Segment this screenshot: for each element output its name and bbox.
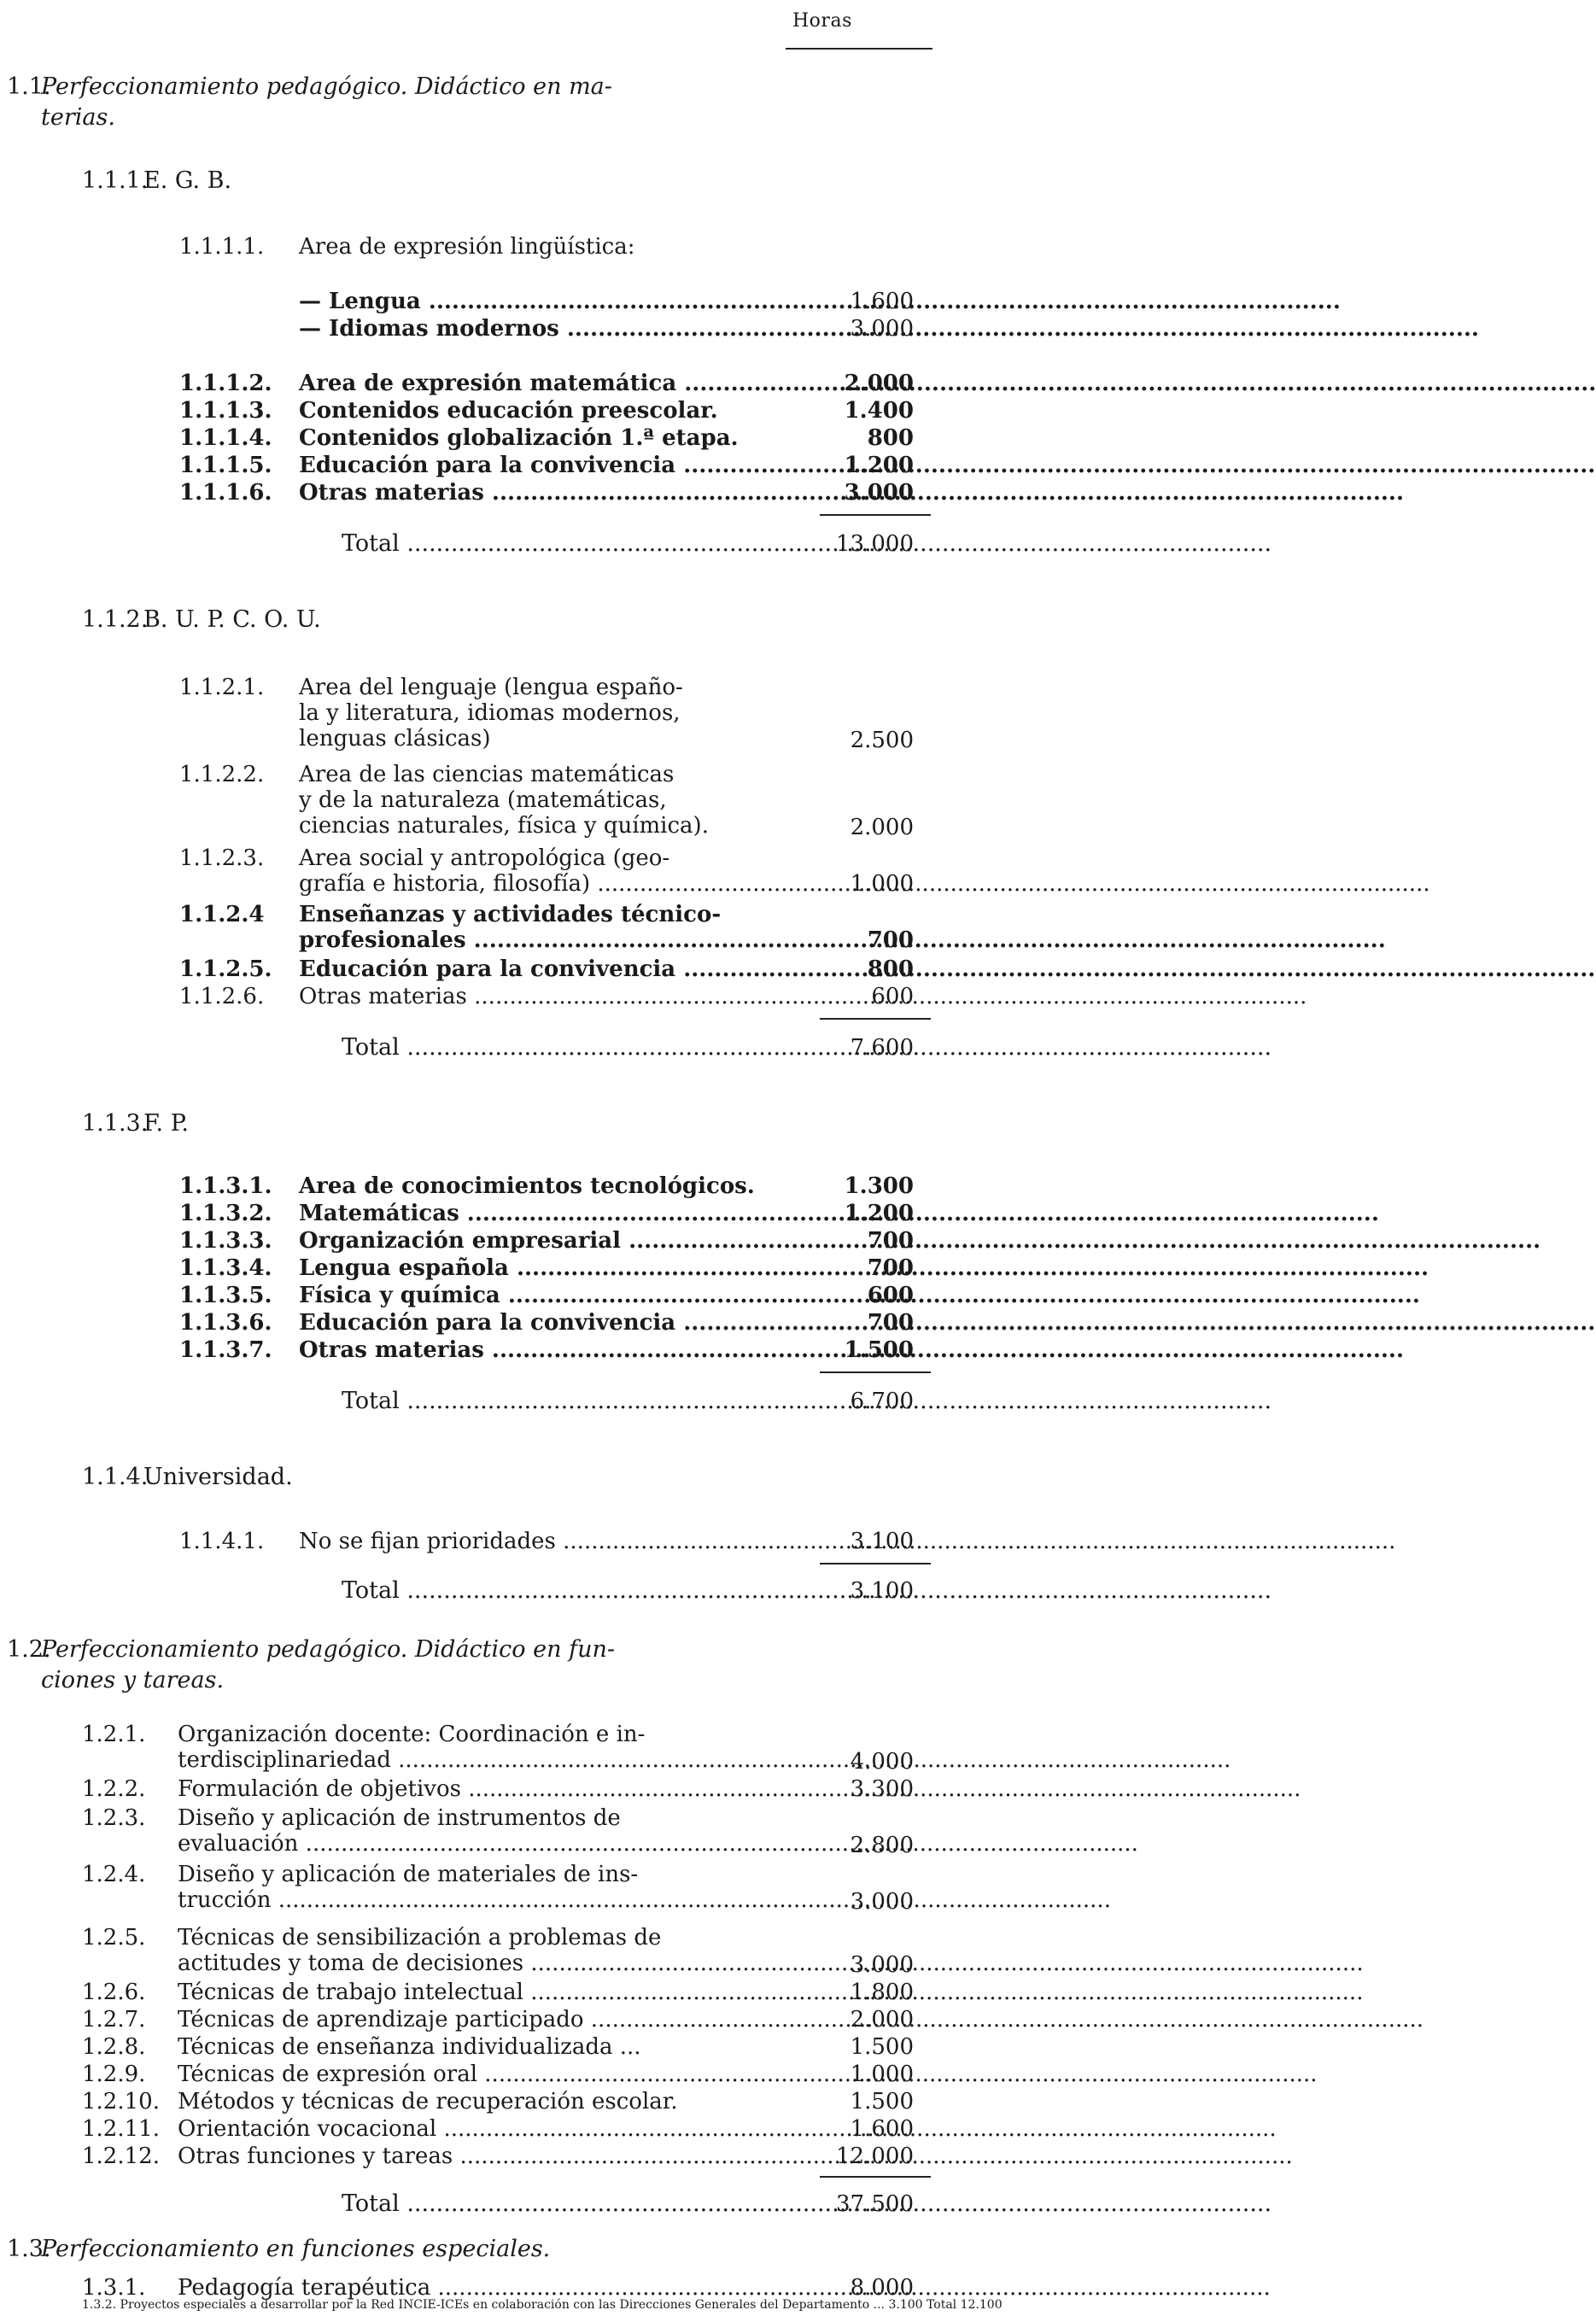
- item-number: 1.1.1.4.: [179, 425, 272, 451]
- item-number: 1.1.2.3.: [179, 845, 265, 871]
- hours-value: 2.800: [850, 1833, 914, 1858]
- hours-value: 700: [867, 1310, 914, 1336]
- item-number: 1.2.8.: [82, 2034, 146, 2060]
- total-rule: [820, 1563, 931, 1564]
- hours-value: 1.000: [850, 871, 914, 897]
- item-number: 1.1.3.7.: [179, 1337, 272, 1363]
- section-number: 1.1.: [7, 73, 51, 100]
- total-label: Total .....: [342, 2191, 803, 2217]
- item-label: Otras materias .....: [299, 1337, 803, 1363]
- hours-value: 2.000: [850, 2007, 914, 2032]
- hours-value: 600: [867, 1283, 914, 1308]
- section-title: [41, 1635, 810, 1696]
- item-label: Técnicas de expresión oral .....: [178, 2062, 792, 2087]
- item-label: Pedagogía terapéutica .....: [178, 2275, 792, 2301]
- subsection-number: 1.1.2.: [82, 606, 149, 633]
- item-number: 1.2.5.: [82, 1925, 146, 1950]
- total-value: 12.100: [960, 2298, 1003, 2312]
- total-rule: [820, 514, 931, 516]
- total-rule: [820, 2176, 931, 2178]
- item-row-compact: [82, 2297, 1003, 2313]
- hours-column-header: Horas: [792, 10, 852, 32]
- section-number: 1.2.: [7, 1636, 51, 1663]
- item-number: 1.3.2.: [82, 2298, 117, 2312]
- hours-value: 3.100: [850, 1529, 914, 1554]
- hours-value: 2.000: [844, 371, 914, 396]
- item-number: 1.2.7.: [82, 2007, 146, 2032]
- subsection-title: B. U. P. C. O. U.: [143, 606, 321, 633]
- item-number: 1.2.2.: [82, 1776, 146, 1802]
- total-value: 13.000: [836, 531, 914, 557]
- section-title-line: Perfeccionamiento pedagógico. Didáctico en ma-: [41, 73, 612, 100]
- item-label: Física y química .....: [299, 1283, 803, 1308]
- item-number: 1.1.2.1.: [179, 675, 265, 700]
- section-title-line: terias.: [41, 104, 115, 131]
- item-label: — Lengua .....: [299, 289, 803, 314]
- subsection-title: Universidad.: [143, 1464, 293, 1490]
- item-number: 1.1.1.3.: [179, 398, 272, 424]
- item-label: Area de expresión matemática .....: [299, 371, 803, 396]
- subsection-bup: [82, 605, 321, 635]
- hours-value: 3.100: [888, 2298, 923, 2312]
- item-label: Técnicas de aprendizaje participado .....: [178, 2007, 792, 2032]
- item-label: Otras funciones y tareas .....: [178, 2143, 792, 2169]
- item-number: 1.1.2.2.: [179, 762, 265, 787]
- subsection-egb: [82, 166, 231, 196]
- hours-value: 1.000: [850, 2062, 914, 2087]
- subsection-number: 1.1.3.: [82, 1110, 149, 1137]
- item-number: 1.1.1.5.: [179, 453, 272, 478]
- section-number: 1.3.: [7, 2236, 51, 2262]
- hours-value: 700: [867, 1228, 914, 1254]
- hours-value: 8.000: [850, 2275, 914, 2301]
- item-number: 1.2.3.: [82, 1805, 146, 1831]
- item-number: 1.1.3.4.: [179, 1255, 272, 1281]
- item-number: 1.2.9.: [82, 2062, 146, 2087]
- hours-value: 2.500: [850, 728, 914, 753]
- item-label: Matemáticas .....: [299, 1201, 803, 1226]
- item-label: Otras materias .....: [299, 480, 803, 506]
- subsection-title: E. G. B.: [143, 167, 232, 194]
- hours-value: 1.800: [850, 1980, 914, 2005]
- section-title: [41, 72, 810, 133]
- item-number: 1.2.11.: [82, 2116, 160, 2142]
- item-label: — Idiomas modernos .....: [299, 316, 803, 342]
- item-number: 1.1.2.4: [179, 902, 265, 927]
- section-title: Perfeccionamiento en funciones especiales.: [41, 2236, 551, 2262]
- hours-value: 1.500: [850, 2034, 914, 2060]
- total-label: Total .....: [342, 1389, 803, 1414]
- item-label: Lengua española .....: [299, 1255, 803, 1281]
- hours-value: 1.500: [850, 2089, 914, 2114]
- item-label: Formulación de objetivos .....: [178, 1776, 792, 1802]
- item-label: Area de conocimientos tecnológicos.: [299, 1173, 755, 1199]
- item-number: 1.1.3.5.: [179, 1283, 272, 1308]
- total-rule: [820, 1018, 931, 1020]
- item-label: Area social y antropológica (geo- grafía e historia, filosofía) .....: [299, 845, 803, 897]
- item-number: 1.2.10.: [82, 2089, 160, 2114]
- total-value: 6.700: [850, 1389, 914, 1414]
- item-label: Educación para la convivencia .....: [299, 956, 803, 982]
- hours-value: 3.000: [850, 1952, 914, 1978]
- item-label-line: Red INCIE-ICEs en colaboración con las: [371, 2298, 617, 2312]
- hours-value: 1.600: [850, 2116, 914, 2142]
- item-number: 1.2.12.: [82, 2143, 160, 2169]
- total-value: 3.100: [850, 1578, 914, 1604]
- section-title-line: ciones y tareas.: [41, 1667, 225, 1693]
- hours-value: 1.500: [844, 1337, 914, 1363]
- hours-value: 2.000: [850, 815, 914, 840]
- item-number: 1.1.3.1.: [179, 1173, 272, 1199]
- item-label: Orientación vocacional .....: [178, 2116, 792, 2142]
- hours-value: 700: [867, 1255, 914, 1281]
- item-label: Otras materias .....: [299, 984, 803, 1009]
- item-label: Organización docente: Coordinación e in- terdisciplinariedad .....: [178, 1722, 792, 1773]
- item-label: Educación para la convivencia .....: [299, 453, 803, 478]
- item-label: Area de expresión lingüística:: [299, 234, 635, 260]
- item-label: Técnicas de sensibilización a problemas de actitudes y toma de decisiones .....: [178, 1925, 792, 1976]
- item-label: Educación para la convivencia .....: [299, 1310, 803, 1336]
- subsection-fp: [82, 1108, 189, 1139]
- hours-value: 1.300: [844, 1173, 914, 1199]
- subsection-title: F. P.: [143, 1110, 189, 1137]
- header-rule: [786, 48, 932, 50]
- hours-value: 3.000: [844, 480, 914, 506]
- item-label: No se fijan prioridades .....: [299, 1529, 803, 1554]
- item-label: Area del lenguaje (lengua españo- la y literatura, idiomas modernos, lenguas clásicas): [299, 675, 683, 752]
- hours-value: 1.200: [844, 1201, 914, 1226]
- item-number: 1.1.3.6.: [179, 1310, 272, 1336]
- subsection-number: 1.1.4.: [82, 1464, 149, 1490]
- item-number: 1.1.4.1.: [179, 1529, 265, 1554]
- item-label: Contenidos globalización 1.ª etapa.: [299, 425, 739, 451]
- total-value: 7.600: [850, 1035, 914, 1061]
- item-number: 1.3.1.: [82, 2275, 146, 2301]
- item-number: 1.1.1.1.: [179, 234, 265, 260]
- hours-value: 4.000: [850, 1749, 914, 1775]
- item-number: 1.1.2.6.: [179, 984, 265, 1009]
- total-label: Total: [927, 2298, 957, 2312]
- item-number: 1.1.1.6.: [179, 480, 272, 506]
- item-label-line: Proyectos especiales a desarrollar por la: [120, 2298, 367, 2312]
- item-label-line: Direcciones Generales del Departamento ...: [619, 2298, 886, 2312]
- hours-value: 3.000: [850, 316, 914, 342]
- item-number: 1.1.1.2.: [179, 371, 272, 396]
- total-value: 37.500: [836, 2191, 914, 2217]
- hours-value: 1.400: [844, 398, 914, 424]
- hours-value: 3.000: [850, 1889, 914, 1915]
- total-label: Total .....: [342, 1578, 803, 1604]
- item-number: 1.2.6.: [82, 1980, 146, 2005]
- total-label: Total .....: [342, 531, 803, 557]
- item-label: Diseño y aplicación de instrumentos de evaluación .....: [178, 1805, 792, 1857]
- hours-value: 700: [867, 927, 914, 953]
- total-label: Total .....: [342, 1035, 803, 1061]
- total-rule: [820, 1371, 931, 1373]
- item-number: 1.2.1.: [82, 1722, 146, 1747]
- subsection-universidad: [82, 1462, 293, 1493]
- item-label: Métodos y técnicas de recuperación escolar.: [178, 2089, 678, 2114]
- hours-value: 600: [871, 984, 914, 1009]
- item-label: Enseñanzas y actividades técnico- profesionales .....: [299, 902, 803, 953]
- hours-value: 800: [867, 956, 914, 982]
- hours-value: 1.200: [844, 453, 914, 478]
- item-label: Area de las ciencias matemáticas y de la naturaleza (matemáticas, ciencias naturales, física y química).: [299, 762, 709, 839]
- item-label: Organización empresarial .....: [299, 1228, 803, 1254]
- hours-value: 800: [867, 425, 914, 451]
- hours-value: 1.600: [850, 289, 914, 314]
- hours-value: 3.300: [850, 1776, 914, 1802]
- item-number: 1.1.3.3.: [179, 1228, 272, 1254]
- item-number: 1.1.2.5.: [179, 956, 272, 982]
- item-label: Técnicas de trabajo intelectual .....: [178, 1980, 792, 2005]
- hours-value: 12.000: [836, 2143, 914, 2169]
- subsection-number: 1.1.1.: [82, 167, 149, 194]
- item-number: 1.1.3.2.: [179, 1201, 272, 1226]
- item-label: Contenidos educación preescolar.: [299, 398, 718, 424]
- section-title-line: Perfeccionamiento pedagógico. Didáctico en fun-: [41, 1636, 615, 1663]
- item-number: 1.2.4.: [82, 1862, 146, 1887]
- item-label: Diseño y aplicación de materiales de ins- trucción .....: [178, 1862, 792, 1913]
- item-label: Técnicas de enseñanza individualizada ...: [178, 2034, 641, 2060]
